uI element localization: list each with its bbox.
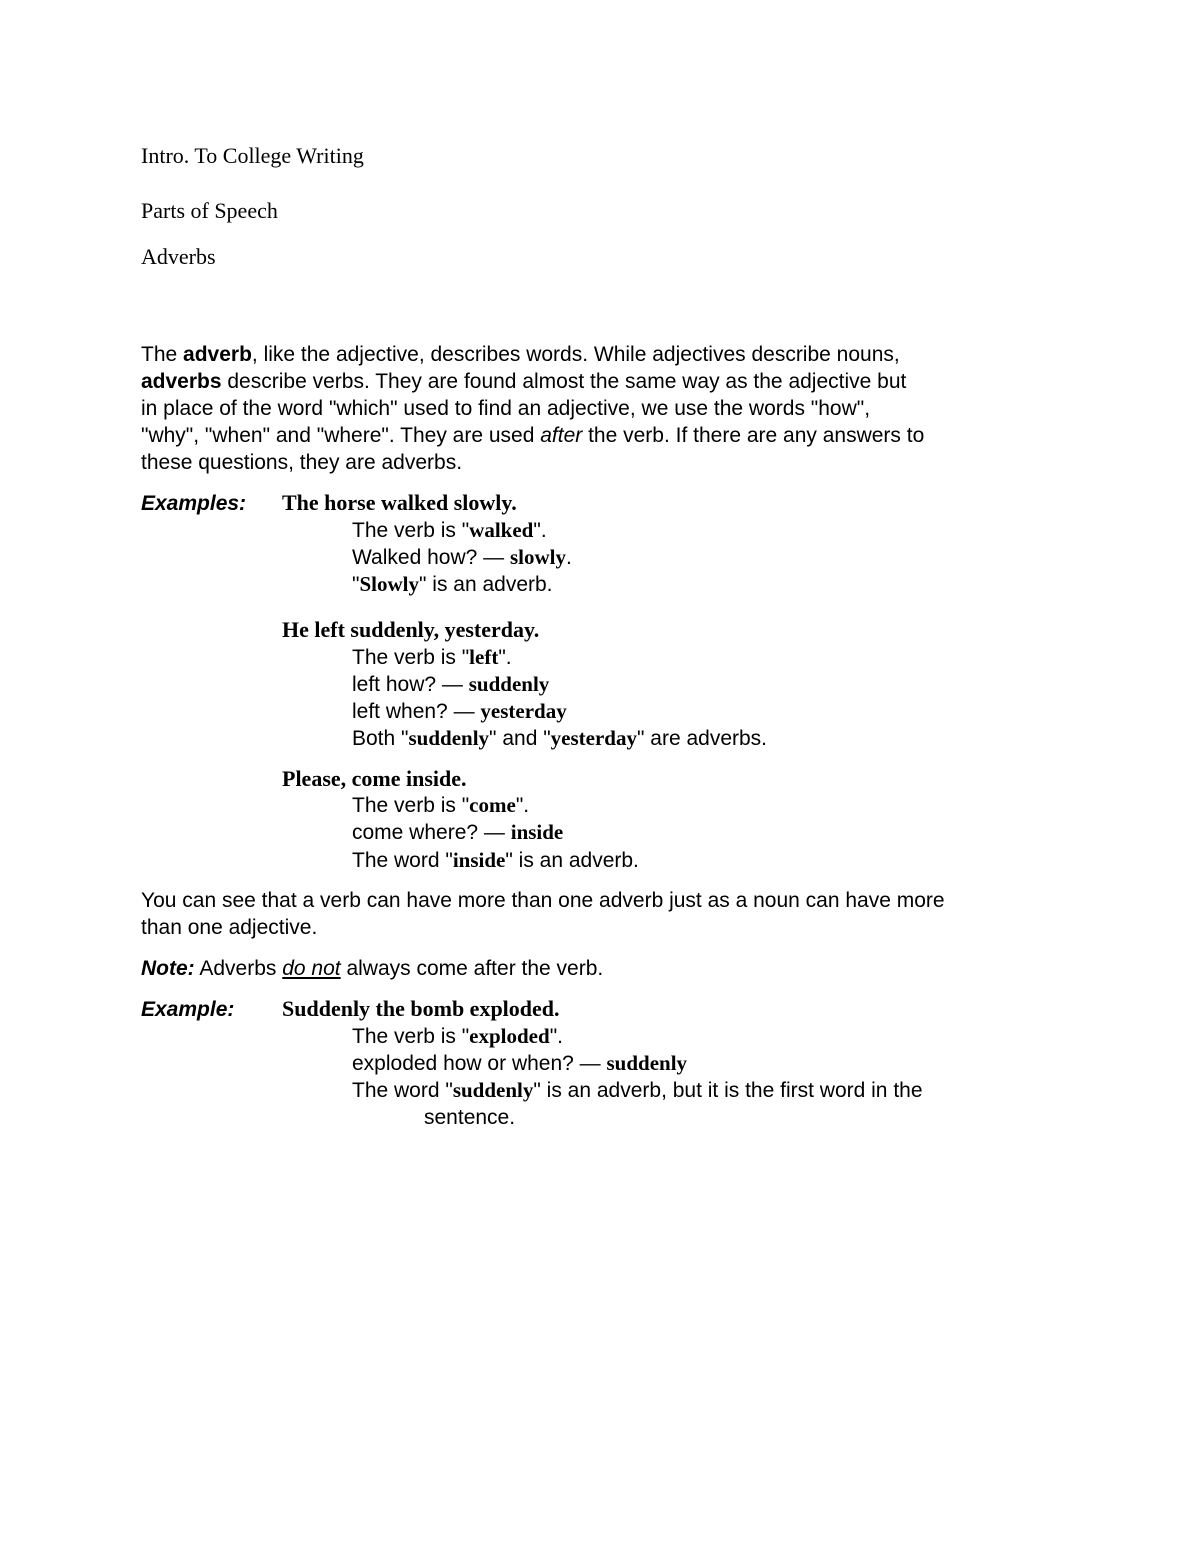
example-word: slowly [509, 545, 566, 569]
example-text: The verb is " [352, 646, 470, 669]
intro-text: "why", "when" and "where". They are used [141, 424, 541, 447]
example-4-row-2 [352, 1050, 687, 1077]
example-text: left how? — [352, 673, 469, 696]
intro-text: The [141, 343, 184, 366]
example-word: suddenly [408, 726, 490, 750]
example-word: suddenly [606, 1051, 688, 1075]
example-word: walked [469, 518, 534, 542]
example-2-row-2 [352, 671, 549, 698]
example-word: suddenly [452, 1078, 534, 1102]
intro-text: , like the adjective, describes words. While adjectives describe nouns, [251, 343, 900, 366]
topic-title: Parts of Speech [141, 198, 278, 223]
example-2-sentence: He left suddenly, yesterday. [282, 617, 540, 642]
examples-label: Examples: [141, 492, 247, 515]
example-1-row-1 [352, 517, 547, 544]
example-text: ". [515, 794, 530, 817]
example-text: " are adverbs. [636, 727, 768, 750]
example-3-sentence: Please, come inside. [282, 766, 467, 791]
example-label: Example: [141, 998, 235, 1021]
example-text: The verb is " [352, 794, 470, 817]
example-3-row-2 [352, 819, 563, 846]
example-text: Both " [352, 727, 409, 750]
example-word: yesterday [550, 726, 637, 750]
subtopic-title: Adverbs [141, 244, 216, 269]
example-text: " is an adverb, but it is the first word in the [533, 1079, 923, 1102]
example-2-row-4 [352, 725, 767, 752]
example-2-row-1 [352, 644, 512, 671]
note-text: always come after the verb. [340, 957, 604, 980]
note-label: Note: [141, 957, 195, 980]
note-line [141, 955, 603, 982]
example-word: come [469, 793, 516, 817]
example-word: Slowly [359, 572, 419, 596]
intro-line-1 [141, 341, 900, 368]
example-4-row-4: sentence. [424, 1106, 516, 1129]
example-word: inside [452, 848, 506, 872]
example-1-row-2 [352, 544, 572, 571]
example-text: ". [533, 519, 547, 542]
example-3-row-3 [352, 847, 639, 874]
example-text: come where? — [352, 821, 511, 844]
example-text: ". [549, 1025, 563, 1048]
intro-term-adverbs: adverbs [141, 370, 222, 393]
example-text: " is an adverb. [505, 849, 639, 872]
example-text: " [352, 573, 360, 596]
intro-line-4 [141, 422, 924, 449]
summary-line-1: You can see that a verb can have more than one adverb just as a noun can have more [141, 889, 945, 912]
intro-term-adverb: adverb [183, 343, 252, 366]
note-emphasis: do not [282, 957, 341, 980]
example-text: " is an adverb. [418, 573, 553, 596]
intro-text: describe verbs. They are found almost the same way as the adjective but [221, 370, 907, 393]
example-text: The verb is " [352, 1025, 470, 1048]
example-2-row-3 [352, 698, 567, 725]
example-text: ". [498, 646, 512, 669]
example-1-row-3 [352, 571, 553, 598]
course-title: Intro. To College Writing [141, 143, 364, 168]
intro-text: the verb. If there are any answers to [582, 424, 925, 447]
example-word: inside [510, 820, 564, 844]
example-text: The word " [352, 1079, 453, 1102]
note-text: Adverbs [194, 957, 283, 980]
example-text: left when? — [352, 700, 481, 723]
example-word: suddenly [468, 672, 550, 696]
example-word: left [469, 645, 499, 669]
intro-emphasis-after: after [540, 424, 583, 447]
example-text: The verb is " [352, 519, 470, 542]
summary-line-2: than one adjective. [141, 916, 318, 939]
example-word: yesterday [480, 699, 567, 723]
intro-line-3: in place of the word "which" used to find an adjective, we use the words "how", [141, 397, 871, 420]
example-text: exploded how or when? — [352, 1052, 607, 1075]
example-text: " and " [489, 727, 551, 750]
intro-line-2 [141, 368, 906, 395]
example-1-sentence: The horse walked slowly. [282, 490, 517, 515]
example-3-row-1 [352, 792, 529, 819]
example-text: Walked how? — [352, 546, 510, 569]
example-4-row-3 [352, 1077, 923, 1104]
example-text: . [565, 546, 572, 569]
example-text: The word " [352, 849, 453, 872]
example-word: exploded [469, 1024, 550, 1048]
intro-line-5: these questions, they are adverbs. [141, 451, 463, 474]
example-4-sentence: Suddenly the bomb exploded. [282, 996, 560, 1021]
example-4-row-1 [352, 1023, 563, 1050]
